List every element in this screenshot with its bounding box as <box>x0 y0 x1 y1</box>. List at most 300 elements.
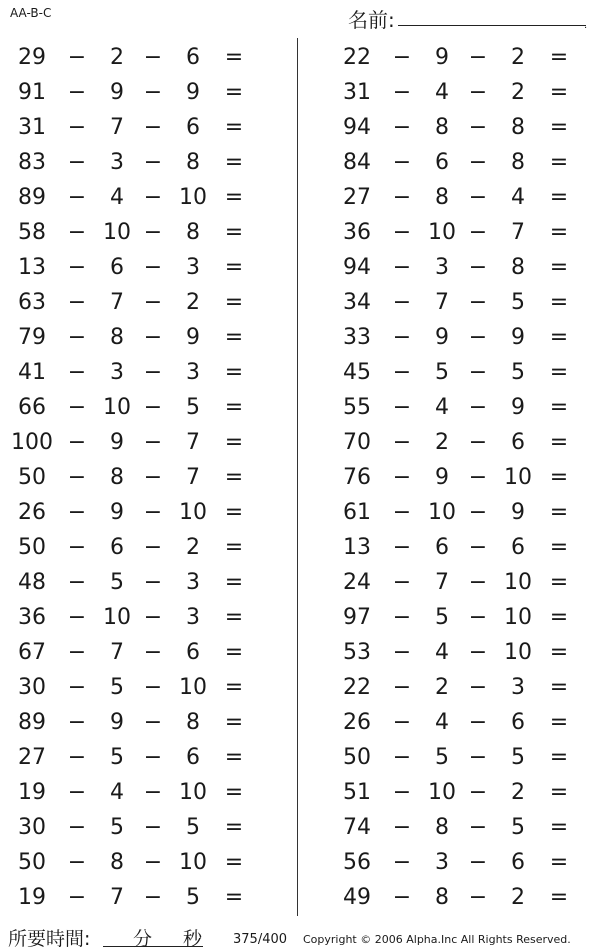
problem-row <box>325 460 595 495</box>
operand-3: 5 <box>511 360 525 385</box>
operand-1: 30 <box>18 815 46 840</box>
minus-sign: − <box>468 395 488 420</box>
problem-row <box>325 670 595 705</box>
operand-1: 50 <box>18 850 46 875</box>
minus-sign: − <box>67 605 87 630</box>
operand-2: 4 <box>110 780 124 805</box>
equals-sign: = <box>224 220 244 245</box>
operand-2: 6 <box>435 535 449 560</box>
operand-3: 10 <box>504 570 532 595</box>
minus-sign: − <box>468 745 488 770</box>
problem-row <box>0 600 270 635</box>
equals-sign: = <box>224 255 244 280</box>
operand-3: 3 <box>186 570 200 595</box>
problem-row <box>0 880 270 915</box>
minus-sign: − <box>468 185 488 210</box>
minus-sign: − <box>468 885 488 910</box>
problem-row <box>325 705 595 740</box>
operand-3: 6 <box>511 430 525 455</box>
operand-3: 8 <box>511 115 525 140</box>
minus-sign: − <box>67 290 87 315</box>
operand-3: 5 <box>186 815 200 840</box>
operand-1: 66 <box>18 395 46 420</box>
operand-3: 10 <box>179 675 207 700</box>
operand-3: 5 <box>511 745 525 770</box>
operand-1: 27 <box>18 745 46 770</box>
minus-sign: − <box>392 465 412 490</box>
column-divider <box>297 38 298 916</box>
operand-1: 91 <box>18 80 46 105</box>
operand-3: 10 <box>179 500 207 525</box>
name-line <box>398 25 586 26</box>
minus-sign: − <box>392 255 412 280</box>
operand-2: 3 <box>435 850 449 875</box>
minus-sign: − <box>468 80 488 105</box>
problem-row <box>325 810 595 845</box>
problem-row <box>325 635 595 670</box>
operand-1: 74 <box>343 815 371 840</box>
equals-sign: = <box>549 220 569 245</box>
equals-sign: = <box>549 745 569 770</box>
equals-sign: = <box>224 570 244 595</box>
minus-sign: − <box>392 430 412 455</box>
operand-3: 9 <box>511 500 525 525</box>
problem-row <box>325 565 595 600</box>
operand-2: 8 <box>435 815 449 840</box>
operand-2: 9 <box>435 465 449 490</box>
operand-1: 26 <box>18 500 46 525</box>
problem-row <box>0 495 270 530</box>
operand-1: 55 <box>343 395 371 420</box>
problem-row <box>0 145 270 180</box>
operand-3: 6 <box>511 850 525 875</box>
equals-sign: = <box>224 465 244 490</box>
minus-sign: − <box>143 115 163 140</box>
equals-sign: = <box>224 850 244 875</box>
problem-row <box>325 355 595 390</box>
minus-sign: − <box>143 885 163 910</box>
minus-sign: − <box>468 570 488 595</box>
problem-row <box>325 40 595 75</box>
minus-sign: − <box>468 430 488 455</box>
operand-1: 89 <box>18 185 46 210</box>
equals-sign: = <box>549 430 569 455</box>
equals-sign: = <box>549 780 569 805</box>
minus-sign: − <box>67 710 87 735</box>
minus-sign: − <box>468 220 488 245</box>
operand-1: 67 <box>18 640 46 665</box>
equals-sign: = <box>224 815 244 840</box>
equals-sign: = <box>549 115 569 140</box>
operand-3: 9 <box>511 325 525 350</box>
problem-row <box>0 530 270 565</box>
minus-sign: − <box>392 535 412 560</box>
minus-sign: − <box>67 780 87 805</box>
operand-1: 97 <box>343 605 371 630</box>
equals-sign: = <box>549 815 569 840</box>
problem-row <box>0 355 270 390</box>
minus-sign: − <box>67 360 87 385</box>
operand-1: 53 <box>343 640 371 665</box>
operand-1: 22 <box>343 45 371 70</box>
operand-1: 61 <box>343 500 371 525</box>
operand-3: 8 <box>511 255 525 280</box>
minus-sign: − <box>392 710 412 735</box>
minus-sign: − <box>143 710 163 735</box>
minus-sign: − <box>67 430 87 455</box>
problem-row <box>0 110 270 145</box>
operand-1: 45 <box>343 360 371 385</box>
operand-1: 56 <box>343 850 371 875</box>
minus-sign: − <box>143 570 163 595</box>
minus-sign: − <box>143 360 163 385</box>
operand-3: 2 <box>511 80 525 105</box>
equals-sign: = <box>224 150 244 175</box>
equals-sign: = <box>224 535 244 560</box>
problem-row <box>0 75 270 110</box>
operand-3: 10 <box>179 850 207 875</box>
operand-2: 7 <box>110 115 124 140</box>
equals-sign: = <box>224 640 244 665</box>
minus-sign: − <box>468 255 488 280</box>
minus-sign: − <box>392 500 412 525</box>
operand-1: 70 <box>343 430 371 455</box>
operand-1: 29 <box>18 45 46 70</box>
operand-2: 9 <box>435 325 449 350</box>
operand-2: 8 <box>110 325 124 350</box>
operand-3: 10 <box>504 640 532 665</box>
problem-row <box>325 75 595 110</box>
seconds-label: 秒 <box>183 928 203 950</box>
minus-sign: − <box>143 815 163 840</box>
problem-row <box>325 845 595 880</box>
minus-sign: − <box>67 255 87 280</box>
operand-1: 13 <box>343 535 371 560</box>
operand-2: 8 <box>435 885 449 910</box>
minus-sign: − <box>143 45 163 70</box>
operand-2: 2 <box>435 675 449 700</box>
operand-2: 4 <box>435 395 449 420</box>
minus-sign: − <box>392 815 412 840</box>
minus-sign: − <box>468 815 488 840</box>
operand-1: 27 <box>343 185 371 210</box>
operand-1: 34 <box>343 290 371 315</box>
operand-3: 3 <box>186 605 200 630</box>
equals-sign: = <box>224 675 244 700</box>
minus-sign: − <box>67 500 87 525</box>
equals-sign: = <box>224 885 244 910</box>
problem-row <box>325 110 595 145</box>
problem-row <box>0 215 270 250</box>
operand-3: 7 <box>186 465 200 490</box>
footer <box>0 920 600 952</box>
operand-3: 10 <box>504 465 532 490</box>
problem-row <box>325 740 595 775</box>
operand-1: 50 <box>343 745 371 770</box>
copyright: Copyright © 2006 Alpha.Inc All Rights Reserved. <box>303 933 571 946</box>
operand-2: 5 <box>435 360 449 385</box>
operand-1: 84 <box>343 150 371 175</box>
operand-2: 9 <box>435 45 449 70</box>
equals-sign: = <box>224 605 244 630</box>
minus-sign: − <box>143 535 163 560</box>
equals-sign: = <box>224 290 244 315</box>
operand-3: 6 <box>186 640 200 665</box>
minus-sign: − <box>392 290 412 315</box>
problem-row <box>0 40 270 75</box>
operand-2: 10 <box>428 220 456 245</box>
equals-sign: = <box>549 80 569 105</box>
problem-row <box>0 810 270 845</box>
operand-1: 31 <box>343 80 371 105</box>
time-label: 所要時間: <box>8 928 91 950</box>
operand-2: 4 <box>110 185 124 210</box>
problem-row <box>325 180 595 215</box>
minus-sign: − <box>143 255 163 280</box>
problem-row <box>325 285 595 320</box>
operand-3: 9 <box>186 80 200 105</box>
equals-sign: = <box>224 185 244 210</box>
problem-row <box>0 565 270 600</box>
problem-row <box>0 250 270 285</box>
equals-sign: = <box>549 45 569 70</box>
minus-sign: − <box>392 150 412 175</box>
minus-sign: − <box>143 80 163 105</box>
equals-sign: = <box>549 465 569 490</box>
minus-sign: − <box>143 395 163 420</box>
minus-sign: − <box>468 500 488 525</box>
problem-row <box>325 425 595 460</box>
operand-1: 51 <box>343 780 371 805</box>
minus-sign: − <box>392 80 412 105</box>
problem-row <box>325 320 595 355</box>
equals-sign: = <box>549 850 569 875</box>
operand-2: 2 <box>110 45 124 70</box>
operand-3: 7 <box>511 220 525 245</box>
equals-sign: = <box>224 115 244 140</box>
minutes-label: 分 <box>133 928 153 950</box>
operand-3: 3 <box>511 675 525 700</box>
operand-1: 79 <box>18 325 46 350</box>
minus-sign: − <box>392 395 412 420</box>
operand-2: 5 <box>110 745 124 770</box>
equals-sign: = <box>224 45 244 70</box>
operand-1: 63 <box>18 290 46 315</box>
operand-2: 6 <box>110 255 124 280</box>
operand-1: 26 <box>343 710 371 735</box>
minus-sign: − <box>67 535 87 560</box>
minus-sign: − <box>67 570 87 595</box>
problem-row <box>0 320 270 355</box>
operand-1: 13 <box>18 255 46 280</box>
operand-3: 5 <box>511 815 525 840</box>
minus-sign: − <box>67 45 87 70</box>
minus-sign: − <box>143 465 163 490</box>
minus-sign: − <box>143 185 163 210</box>
operand-3: 2 <box>511 45 525 70</box>
minus-sign: − <box>67 395 87 420</box>
minus-sign: − <box>67 220 87 245</box>
operand-1: 48 <box>18 570 46 595</box>
minus-sign: − <box>392 115 412 140</box>
operand-3: 8 <box>186 150 200 175</box>
problem-row <box>325 530 595 565</box>
minus-sign: − <box>143 640 163 665</box>
minus-sign: − <box>468 640 488 665</box>
minus-sign: − <box>67 325 87 350</box>
operand-3: 3 <box>186 255 200 280</box>
operand-3: 6 <box>511 535 525 560</box>
operand-3: 3 <box>186 360 200 385</box>
operand-2: 4 <box>435 80 449 105</box>
problem-row <box>0 635 270 670</box>
minus-sign: − <box>392 850 412 875</box>
minus-sign: − <box>392 45 412 70</box>
problem-row <box>0 740 270 775</box>
minus-sign: − <box>67 80 87 105</box>
minus-sign: − <box>143 780 163 805</box>
operand-2: 9 <box>110 80 124 105</box>
equals-sign: = <box>224 395 244 420</box>
operand-3: 5 <box>186 885 200 910</box>
problem-row <box>325 145 595 180</box>
minus-sign: − <box>143 850 163 875</box>
minus-sign: − <box>67 675 87 700</box>
operand-2: 3 <box>110 150 124 175</box>
operand-1: 89 <box>18 710 46 735</box>
operand-2: 10 <box>103 395 131 420</box>
equals-sign: = <box>224 325 244 350</box>
problem-row <box>325 495 595 530</box>
equals-sign: = <box>549 500 569 525</box>
equals-sign: = <box>549 325 569 350</box>
minus-sign: − <box>392 360 412 385</box>
operand-3: 2 <box>511 885 525 910</box>
equals-sign: = <box>224 80 244 105</box>
minus-sign: − <box>468 290 488 315</box>
minus-sign: − <box>67 885 87 910</box>
minus-sign: − <box>143 675 163 700</box>
operand-3: 9 <box>511 395 525 420</box>
equals-sign: = <box>224 500 244 525</box>
minus-sign: − <box>143 500 163 525</box>
problem-row <box>0 670 270 705</box>
equals-sign: = <box>224 360 244 385</box>
operand-2: 2 <box>435 430 449 455</box>
operand-2: 8 <box>110 465 124 490</box>
equals-sign: = <box>224 745 244 770</box>
equals-sign: = <box>549 535 569 560</box>
operand-2: 10 <box>428 780 456 805</box>
equals-sign: = <box>224 430 244 455</box>
operand-2: 7 <box>435 290 449 315</box>
operand-1: 24 <box>343 570 371 595</box>
operand-2: 5 <box>110 570 124 595</box>
operand-2: 7 <box>110 290 124 315</box>
equals-sign: = <box>549 185 569 210</box>
worksheet-code: AA-B-C <box>10 6 52 20</box>
operand-3: 2 <box>511 780 525 805</box>
minus-sign: − <box>67 745 87 770</box>
minus-sign: − <box>143 150 163 175</box>
minus-sign: − <box>468 150 488 175</box>
operand-2: 10 <box>428 500 456 525</box>
minus-sign: − <box>392 185 412 210</box>
equals-sign: = <box>224 780 244 805</box>
minus-sign: − <box>67 185 87 210</box>
operand-3: 7 <box>186 430 200 455</box>
operand-2: 3 <box>110 360 124 385</box>
minus-sign: − <box>468 605 488 630</box>
operand-2: 6 <box>110 535 124 560</box>
operand-1: 36 <box>18 605 46 630</box>
operand-3: 4 <box>511 185 525 210</box>
operand-1: 41 <box>18 360 46 385</box>
equals-sign: = <box>549 675 569 700</box>
operand-1: 22 <box>343 675 371 700</box>
minus-sign: − <box>468 465 488 490</box>
minus-sign: − <box>468 850 488 875</box>
operand-3: 5 <box>511 290 525 315</box>
operand-3: 8 <box>186 220 200 245</box>
name-end-dot: . <box>584 20 588 31</box>
operand-1: 76 <box>343 465 371 490</box>
operand-2: 9 <box>110 500 124 525</box>
operand-2: 4 <box>435 640 449 665</box>
minus-sign: − <box>392 325 412 350</box>
equals-sign: = <box>549 885 569 910</box>
problem-row <box>0 460 270 495</box>
operand-2: 9 <box>110 430 124 455</box>
problem-row <box>0 180 270 215</box>
operand-2: 7 <box>110 640 124 665</box>
minus-sign: − <box>468 675 488 700</box>
minus-sign: − <box>143 605 163 630</box>
minus-sign: − <box>468 45 488 70</box>
operand-1: 94 <box>343 255 371 280</box>
minus-sign: − <box>67 640 87 665</box>
problem-row <box>325 250 595 285</box>
minus-sign: − <box>392 745 412 770</box>
operand-2: 5 <box>110 675 124 700</box>
name-label: 名前: <box>348 8 395 32</box>
minus-sign: − <box>468 780 488 805</box>
operand-3: 6 <box>511 710 525 735</box>
problem-row <box>325 600 595 635</box>
minus-sign: − <box>392 780 412 805</box>
minus-sign: − <box>392 220 412 245</box>
operand-3: 9 <box>186 325 200 350</box>
operand-2: 8 <box>110 850 124 875</box>
equals-sign: = <box>549 395 569 420</box>
problem-row <box>325 775 595 810</box>
operand-3: 6 <box>186 745 200 770</box>
operand-2: 10 <box>103 605 131 630</box>
equals-sign: = <box>549 290 569 315</box>
equals-sign: = <box>549 570 569 595</box>
minus-sign: − <box>468 535 488 560</box>
operand-1: 100 <box>11 430 53 455</box>
operand-3: 2 <box>186 290 200 315</box>
problem-row <box>0 705 270 740</box>
problem-row <box>0 390 270 425</box>
operand-2: 4 <box>435 710 449 735</box>
right-problem-column <box>325 40 595 915</box>
operand-1: 31 <box>18 115 46 140</box>
minus-sign: − <box>143 745 163 770</box>
minus-sign: − <box>392 675 412 700</box>
operand-3: 2 <box>186 535 200 560</box>
